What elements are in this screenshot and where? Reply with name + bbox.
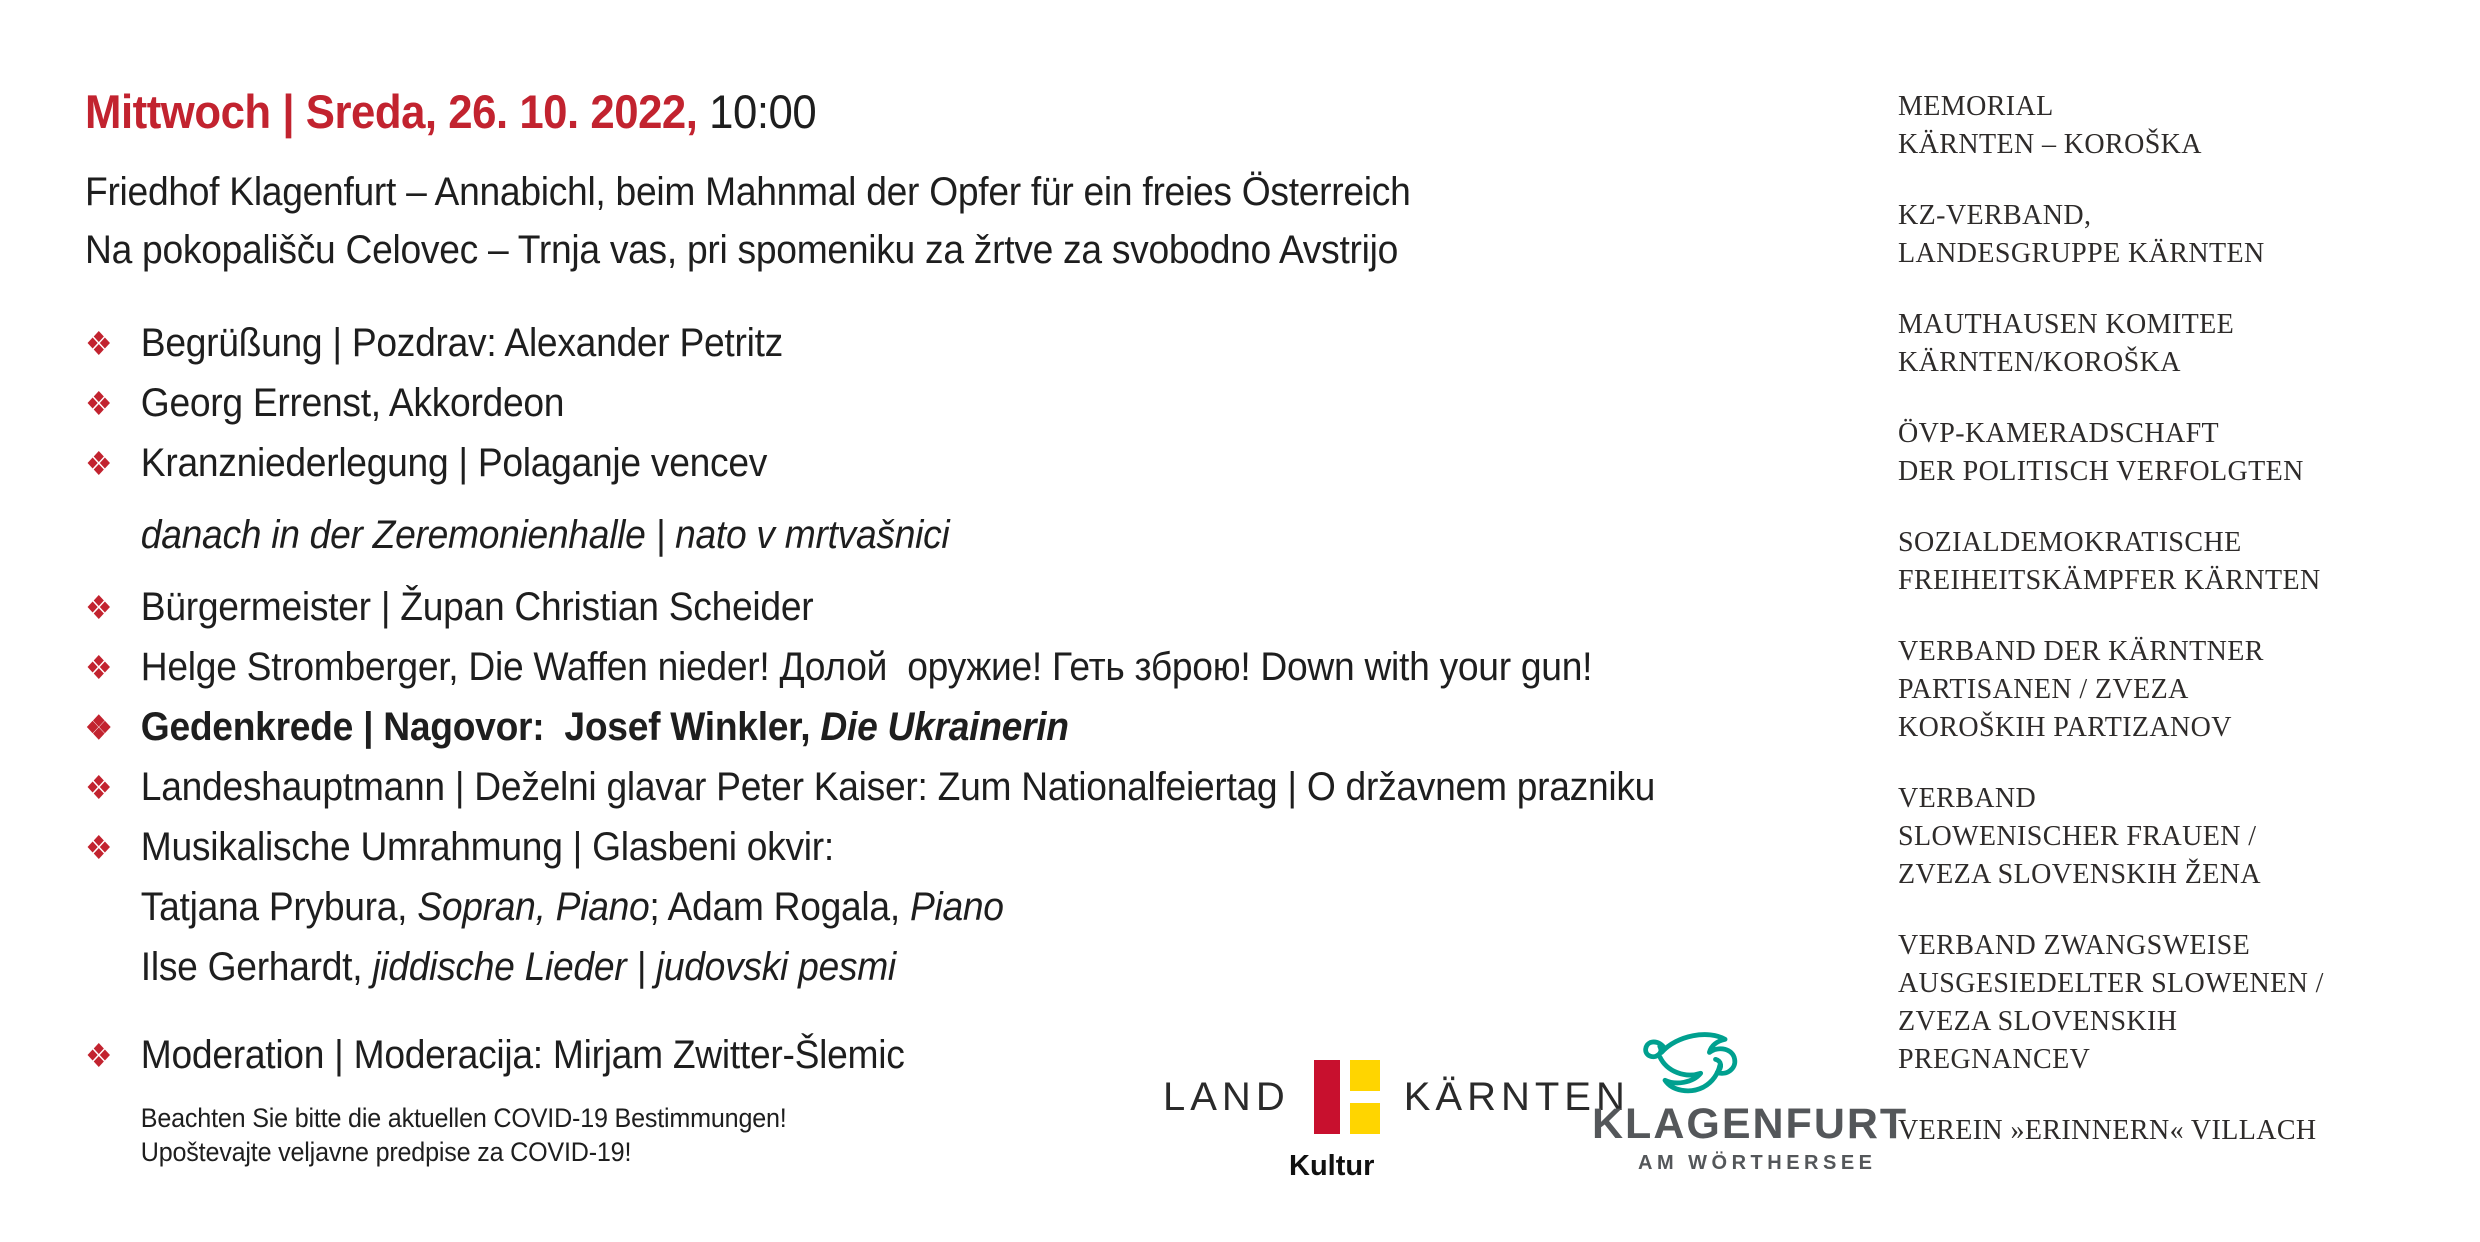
diamond-bullet-icon: ❖ bbox=[85, 829, 113, 866]
location-line-de: Friedhof Klagenfurt – Annabichl, beim Mahnmal der Opfer für ein freies Österreich bbox=[85, 170, 1411, 214]
organization-line: ZVEZA SLOVENSKIH bbox=[1898, 1006, 2178, 1037]
organizations-sidebar bbox=[1898, 88, 2468, 1183]
program-list bbox=[85, 313, 1899, 1085]
event-date: Mittwoch | Sreda, 26. 10. 2022, bbox=[85, 85, 710, 138]
diamond-bullet-icon: ❖ bbox=[85, 1037, 113, 1074]
organization-line: SLOWENISCHER FRAUEN / bbox=[1898, 821, 2257, 852]
list-item-text: Gedenkrede | Nagovor: Josef Winkler, bbox=[140, 705, 821, 749]
organization-line: MEMORIAL bbox=[1898, 91, 2054, 122]
organization-line: MAUTHAUSEN KOMITEE bbox=[1898, 309, 2235, 340]
klagenfurt-logo bbox=[1592, 1028, 1908, 1175]
organization-line: LANDESGRUPPE KÄRNTEN bbox=[1898, 238, 2265, 269]
performer-name: Tatjana Prybura, bbox=[140, 885, 418, 929]
organization-line: VERBAND ZWANGSWEISE bbox=[1898, 930, 2251, 961]
kaernten-colors-icon bbox=[1314, 1060, 1380, 1134]
organization-line: SOZIALDEMOKRATISCHE bbox=[1898, 527, 2242, 558]
covid-note-sl: Upoštevajte veljavne predpise za COVID-19! bbox=[140, 1137, 632, 1167]
organization-line: ZVEZA SLOVENSKIH ŽENA bbox=[1898, 859, 2262, 890]
music-performers-line1 bbox=[85, 877, 1899, 937]
list-item-text: Begrüßung | Pozdrav: Alexander Petritz bbox=[140, 321, 783, 365]
list-item-text: Helge Stromberger, Die Waffen nieder! Долой оружие! Геть зброю! Down with your gun! bbox=[140, 645, 1593, 689]
yellow-squares-icon bbox=[1350, 1060, 1380, 1134]
red-bar-icon bbox=[1314, 1060, 1340, 1134]
organization bbox=[1898, 415, 2468, 491]
performer-name: ; Adam Rogala, bbox=[649, 885, 910, 929]
organization-line: KZ-VERBAND, bbox=[1898, 200, 2092, 231]
organization-line: VERBAND DER KÄRNTNER bbox=[1898, 636, 2264, 667]
klagenfurt-wordmark: KLAGENFURT bbox=[1592, 1100, 1909, 1148]
land-kaernten-logo bbox=[1163, 1060, 1630, 1183]
organization-line: FREIHEITSKÄMPFER KÄRNTEN bbox=[1898, 565, 2321, 596]
organization-line: AUSGESIEDELTER SLOWENEN / bbox=[1898, 968, 2324, 999]
organization bbox=[1898, 927, 2468, 1079]
organization-line: KÄRNTEN/KOROŠKA bbox=[1898, 347, 2181, 378]
land-text: LAND bbox=[1163, 1074, 1290, 1119]
performer-role: Piano bbox=[909, 885, 1004, 929]
organization bbox=[1898, 88, 2468, 164]
list-item bbox=[85, 757, 1899, 817]
performer-role: jiddische Lieder | judovski pesmi bbox=[372, 945, 896, 989]
organization-line: PARTISANEN / ZVEZA bbox=[1898, 674, 2189, 705]
organization bbox=[1898, 197, 2468, 273]
diamond-bullet-icon: ❖ bbox=[85, 649, 113, 686]
performer-role: Sopran, Piano bbox=[417, 885, 650, 929]
covid-note-de: Beachten Sie bitte die aktuellen COVID-19 Bestimmungen! bbox=[140, 1103, 787, 1133]
organization bbox=[1898, 633, 2468, 747]
list-item-text: Georg Errenst, Akkordeon bbox=[140, 381, 565, 425]
am-woerthersee-label: AM WÖRTHERSEE bbox=[1638, 1152, 1877, 1174]
list-item-text: Bürgermeister | Župan Christian Scheider bbox=[140, 585, 814, 629]
diamond-bullet-icon: ❖ bbox=[85, 325, 113, 362]
list-item-music bbox=[85, 817, 1899, 877]
organization-line: VEREIN »ERINNERN« VILLACH bbox=[1898, 1115, 2317, 1146]
list-item bbox=[85, 313, 1899, 373]
list-item bbox=[85, 373, 1899, 433]
event-date-line bbox=[85, 84, 1899, 139]
list-item-memorial-speech bbox=[85, 697, 1899, 757]
list-item bbox=[85, 433, 1899, 493]
kultur-label: Kultur bbox=[1289, 1150, 1375, 1182]
diamond-bullet-icon: ❖ bbox=[85, 769, 113, 806]
diamond-bullet-icon: ❖ bbox=[85, 445, 113, 482]
organization bbox=[1898, 306, 2468, 382]
kaernten-text: KÄRNTEN bbox=[1403, 1074, 1630, 1119]
organization bbox=[1898, 1112, 2468, 1150]
list-item bbox=[85, 577, 1899, 637]
list-item-text: Landeshauptmann | Deželni glavar Peter Kaiser: Zum Nationalfeiertag | O državnem prazniku bbox=[140, 765, 1656, 809]
land-kaernten-wordmark bbox=[1163, 1060, 1630, 1134]
diamond-bullet-icon: ❖ bbox=[85, 589, 113, 626]
organization bbox=[1898, 524, 2468, 600]
diamond-bullet-icon: ❖ bbox=[85, 385, 113, 422]
organization-line: VERBAND bbox=[1898, 783, 2037, 814]
list-item-text: Moderation | Moderacija: Mirjam Zwitter-Šlemic bbox=[140, 1033, 905, 1077]
performer-name: Ilse Gerhardt, bbox=[140, 945, 373, 989]
location-line-sl: Na pokopališču Celovec – Trnja vas, pri spomeniku za žrtve za svobodno Avstrijo bbox=[85, 228, 1399, 272]
organization-line: DER POLITISCH VERFOLGTEN bbox=[1898, 456, 2304, 487]
book-title: Die Ukrainerin bbox=[820, 705, 1069, 749]
event-time: 10:00 bbox=[709, 85, 817, 138]
organization-line: ÖVP-KAMERADSCHAFT bbox=[1898, 418, 2220, 449]
diamond-bullet-icon: ❖ bbox=[85, 709, 113, 746]
organization-line: PREGNANCEV bbox=[1898, 1044, 2091, 1075]
organization-line: KÄRNTEN – KOROŠKA bbox=[1898, 129, 2202, 160]
list-item bbox=[85, 637, 1899, 697]
list-item-text: Kranzniederlegung | Polaganje vencev bbox=[140, 441, 768, 485]
organization bbox=[1898, 780, 2468, 894]
ceremony-hall-note: danach in der Zeremonienhalle | nato v mrtvašnici bbox=[140, 513, 950, 557]
program-column bbox=[85, 84, 1899, 1169]
music-performers-line2 bbox=[85, 937, 1899, 997]
list-item-text: Musikalische Umrahmung | Glasbeni okvir: bbox=[140, 825, 834, 869]
organization-line: KOROŠKIH PARTIZANOV bbox=[1898, 712, 2232, 743]
lindworm-dragon-icon bbox=[1628, 1028, 1756, 1102]
